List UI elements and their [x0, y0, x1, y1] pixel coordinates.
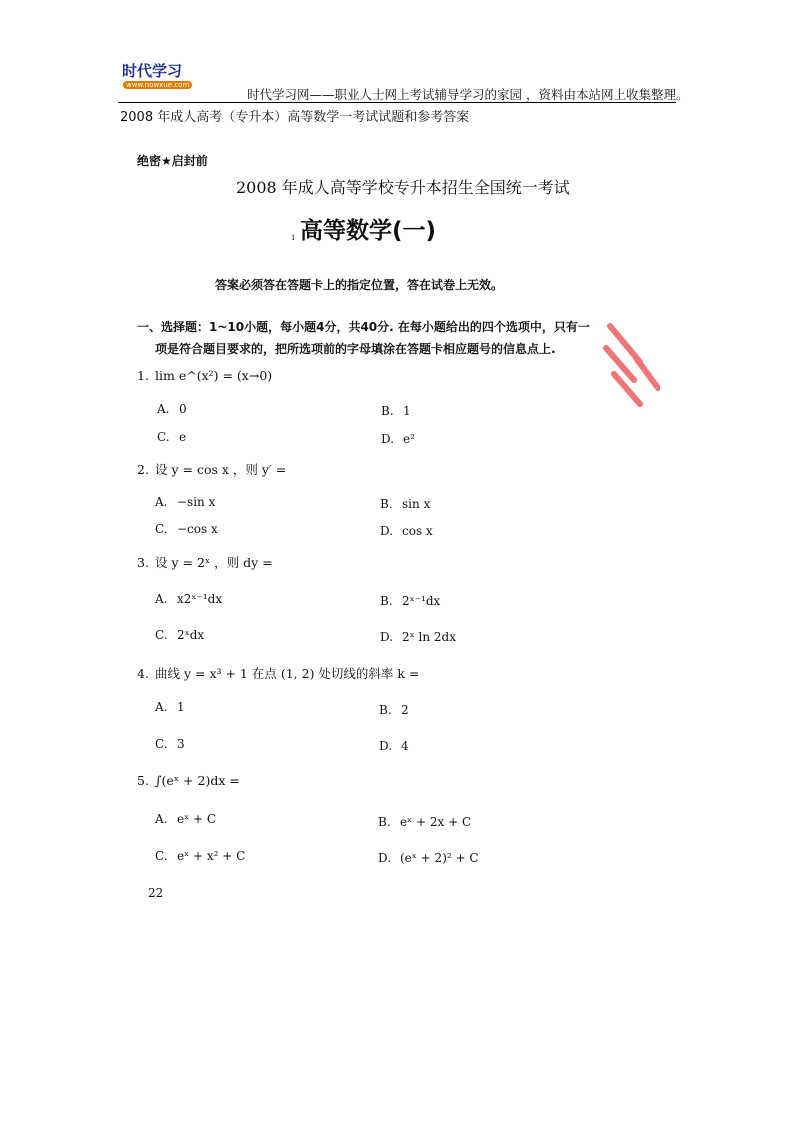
- document-title: 2008 年成人高考（专升本）高等数学一考试试题和参考答案: [120, 110, 470, 125]
- option-d: D. 2ˣ ln 2dx: [380, 630, 456, 644]
- option-b: B. 1: [381, 404, 411, 418]
- question-stem: [137, 664, 419, 682]
- option-a: A. −sin x: [155, 495, 216, 509]
- question-number: 5.: [137, 773, 149, 788]
- question-stem: [137, 460, 286, 478]
- question-text: ∫(eˣ + 2)dx =: [155, 773, 240, 788]
- question-stem: [137, 368, 272, 383]
- option-c: C. 2ˣdx: [155, 628, 205, 642]
- question-number: 3.: [137, 555, 149, 570]
- option-c: C. 3: [155, 737, 185, 751]
- option-d: D. (eˣ + 2)² + C: [378, 851, 479, 865]
- option-b: B. eˣ + 2x + C: [378, 815, 472, 829]
- question-text: 设 y = 2ˣ ，则 dy =: [155, 555, 273, 570]
- answer-notice: 答案必须答在答题卡上的指定位置，答在试卷上无效。: [215, 278, 504, 292]
- option-b: B. 2ˣ⁻¹dx: [380, 594, 441, 608]
- site-note: 时代学习网——职业人士网上考试辅导学习的家园 ，资料由本站网上收集整理。: [247, 87, 689, 102]
- option-d: D. 4: [379, 739, 409, 753]
- option-c: C. −cos x: [155, 522, 218, 536]
- header-divider: [118, 102, 676, 103]
- margin-mark: 1: [291, 234, 296, 242]
- exam-title: 2008 年成人高等学校专升本招生全国统一考试: [236, 178, 570, 197]
- option-a: A. 1: [155, 700, 185, 714]
- page-number: 22: [148, 886, 164, 900]
- confidential-mark: 绝密★启封前: [137, 154, 208, 168]
- logo-text: 时代学习: [122, 62, 183, 80]
- subject-title: 高等数学(一): [300, 218, 437, 244]
- option-b: B. sin x: [380, 497, 431, 511]
- red-stamp-mark: [600, 318, 660, 418]
- section-instructions-line1: 一、选择题：1~10小题，每小题4分，共40分. 在每小题给出的四个选项中，只有一: [137, 320, 590, 334]
- option-d: D. e²: [381, 432, 415, 446]
- option-a: A. 0: [157, 402, 187, 416]
- site-logo: [122, 60, 204, 94]
- question-text: lim e^(x²) = (x→0): [155, 368, 273, 383]
- section-instructions-line2: 项是符合题目要求的，把所选项前的字母填涂在答题卡相应题号的信息点上.: [155, 342, 556, 356]
- question-text: 曲线 y = x³ + 1 在点 (1, 2) 处切线的斜率 k =: [155, 666, 420, 681]
- question-number: 2.: [137, 462, 149, 477]
- option-d: D. cos x: [380, 524, 433, 538]
- option-a: A. x2ˣ⁻¹dx: [155, 592, 223, 606]
- question-text: 设 y = cos x ，则 y′ =: [155, 462, 287, 477]
- question-stem: [137, 553, 273, 571]
- question-number: 4.: [137, 666, 149, 681]
- option-b: B. 2: [379, 703, 409, 717]
- option-a: A. eˣ + C: [155, 812, 217, 826]
- question-stem: [137, 773, 240, 788]
- question-number: 1.: [137, 368, 149, 383]
- logo-url: www.nowxue.com: [123, 81, 192, 89]
- option-c: C. e: [157, 430, 187, 444]
- option-c: C. eˣ + x² + C: [155, 849, 246, 863]
